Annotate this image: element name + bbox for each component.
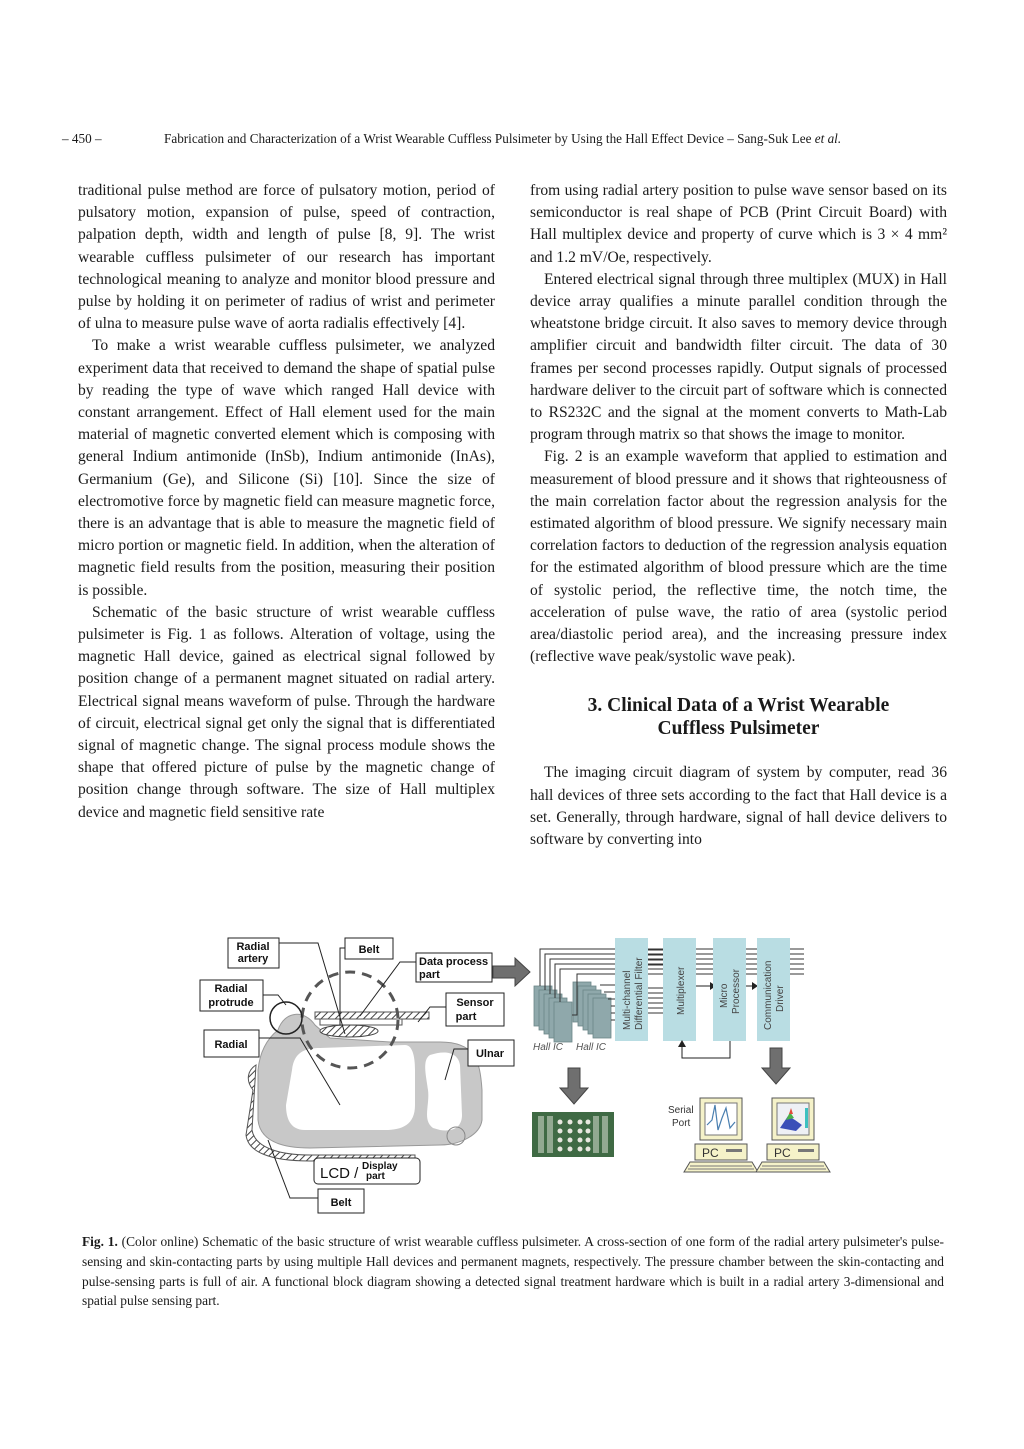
paragraph: To make a wrist wearable cuffless pulsimeter, we analyzed experiment data that received to demand the shape of spatial pulse by reading the type of wave which ranged Hall device with constant arrangement. Effect of Hall element used for the main material of magnetic converted element which is composing with general Indium antimonide (InSb), Indium antimonide (InAs), Germanium (Ge), and Silicone (Si) [10]. Since the size of electromotive force by magnetic field can measure magnetic force, there is an advantage that is able to measure the magnetic field of micro portion or magnetic field. In addition, when the alteration of magnetic field results from the position, measuring their position is possible. xyxy=(78,337,495,599)
label-radial-artery: Radial xyxy=(236,941,270,953)
label-micro-processor: Processor xyxy=(731,968,742,1014)
pcb-photo xyxy=(532,1112,614,1157)
caption-label: Fig. 1. xyxy=(82,1234,118,1249)
label-pc: PC xyxy=(702,1146,719,1160)
section-heading-line: Cuffless Pulsimeter xyxy=(657,718,820,740)
label-belt-top: Belt xyxy=(358,944,380,956)
paragraph: Entered electrical signal through three multiplex (MUX) in Hall device array qualifies a minute parallel condition through the wheatstone bridge circuit. It also saves to memory device through amplifier circuit and bandwidth filter circuit. The data of 30 frames per second processes rapidly. Output signals of processed hardware deliver to the circuit part of software which is connected to RS232C and the signal at the moment converts to Math-Lab program through matrix so that shows the image to monitor. xyxy=(530,270,947,444)
label-display-part: part xyxy=(366,1171,385,1182)
label-filter: Differential Filter xyxy=(634,957,645,1030)
label-filter: Multi-channel xyxy=(622,970,633,1030)
label-micro-processor: Micro xyxy=(719,983,730,1008)
paragraph: The imaging circuit diagram of system by computer, read 36 hall devices of three sets according to the fact that Hall device is a set. Generally, through hardware, signal of hall device delivers to software by converting into xyxy=(530,764,947,849)
caption-text: (Color online) Schematic of the basic structure of wrist wearable cuffless pulsimeter. A cross-section of one form of the radial artery pulsimeter's pulse-sensing and skin-contacting parts by using multiple Hall devices and permanent magnets, respectively. The pressure chamber between the skin-contacting and pulse-sensing parts is full of air. A functional block diagram showing a detected signal treatment hardware which is built in a radial artery 3-dimensional and spatial pulse sensing part. xyxy=(82,1234,944,1309)
section-heading-line: 3. Clinical Data of a Wrist Wearable xyxy=(587,695,890,717)
section-heading xyxy=(530,694,947,740)
label-sensor-part: part xyxy=(455,1011,477,1023)
label-data-process: part xyxy=(419,969,440,981)
figure-caption xyxy=(82,1232,944,1311)
paragraph: traditional pulse method are force of pulsatory motion, period of pulsatory motion, expansion of pulse, speed of contraction, palpation depth, width and length of pulse [8, 9]. The wrist wearable cuffless pulsimeter of our research has important technological meaning to analyze and monitor blood pressure and pulse by holding it on perimeter of radius of wrist and perimeter of ulna to measure pulse wave of aorta radialis effectively [4]. xyxy=(78,182,495,333)
label-belt-bottom: Belt xyxy=(330,1197,352,1209)
paragraph: from using radial artery position to pulse wave sensor based on its semiconductor is real shape of PCB (Print Circuit Board) with Hall multiplex device and property of curve which is 3 × 4 mm² and 1.2 mV/Oe, respectively. xyxy=(530,182,947,266)
label-serial-port: Port xyxy=(672,1118,691,1129)
label-serial-port: Serial xyxy=(668,1105,694,1116)
label-display-part: Display xyxy=(362,1161,398,1172)
label-hall-ic: Hall IC xyxy=(533,1042,564,1053)
label-hall-ic: Hall IC xyxy=(576,1042,607,1053)
label-radial-artery: artery xyxy=(237,953,269,965)
label-communication-driver: Communication xyxy=(763,960,774,1030)
label-radial: Radial xyxy=(214,1039,248,1051)
figure-1 xyxy=(190,930,840,1220)
running-title xyxy=(164,131,841,147)
paragraph: Fig. 2 is an example waveform that applied to estimation and measurement of blood pressure and it shows that righteousness of the main correlation factor about the regression analysis for the estimated algorithm of blood pressure. We signify necessary main correlation factors to deduction of the regression analysis equation for the estimated algorithm of blood pressure which are the time of systolic period, the reflective time, the notch time, the acceleration of pulse wave, the ratio of area (systolic period area/diastolic period area), and the increasing pressure index (reflective wave peak/systolic wave peak). xyxy=(530,448,947,666)
label-pc: PC xyxy=(774,1146,791,1160)
arrow-right-icon xyxy=(493,958,530,986)
label-data-process: Data process xyxy=(419,956,489,968)
label-multiplexer: Multiplexer xyxy=(676,966,687,1015)
label-lcd: LCD / xyxy=(320,1165,359,1182)
paragraph: Schematic of the basic structure of wrist wearable cuffless pulsimeter is Fig. 1 as follows. Alteration of voltage, using the magnetic Hall device, gained as electrical signal followed by position change of a permanent magnet situated on radial artery. Electrical signal means waveform of pulse. Through the hardware of circuit, electrical signal get only the signal that is differentiated signal of magnetic change. The signal process module shows the shape that offered picture of pulse by the magnetic change of position change through software. The size of Hall multiplex device and magnetic field sensitive rate xyxy=(78,603,495,821)
right-column xyxy=(530,180,947,851)
label-radial-protrude: Radial xyxy=(214,983,248,995)
arrow-down-icon xyxy=(762,1048,790,1084)
label-radial-protrude: protrude xyxy=(208,997,254,1009)
running-title-et-al: et al. xyxy=(814,131,842,146)
pc-display xyxy=(756,1098,830,1172)
label-communication-driver: Driver xyxy=(775,985,786,1012)
block-diagram xyxy=(615,938,790,1058)
pc-serial-port xyxy=(668,1098,758,1172)
label-sensor-part: Sensor xyxy=(456,997,494,1009)
running-title-text: Fabrication and Characterization of a Wrist Wearable Cuffless Pulsimeter by Using the Hall Effect Device – Sang-Suk Lee xyxy=(164,131,815,146)
arrow-down-icon xyxy=(560,1068,588,1104)
page-number: – 450 – xyxy=(62,131,102,146)
left-column xyxy=(78,180,495,824)
label-ulnar: Ulnar xyxy=(475,1048,505,1060)
